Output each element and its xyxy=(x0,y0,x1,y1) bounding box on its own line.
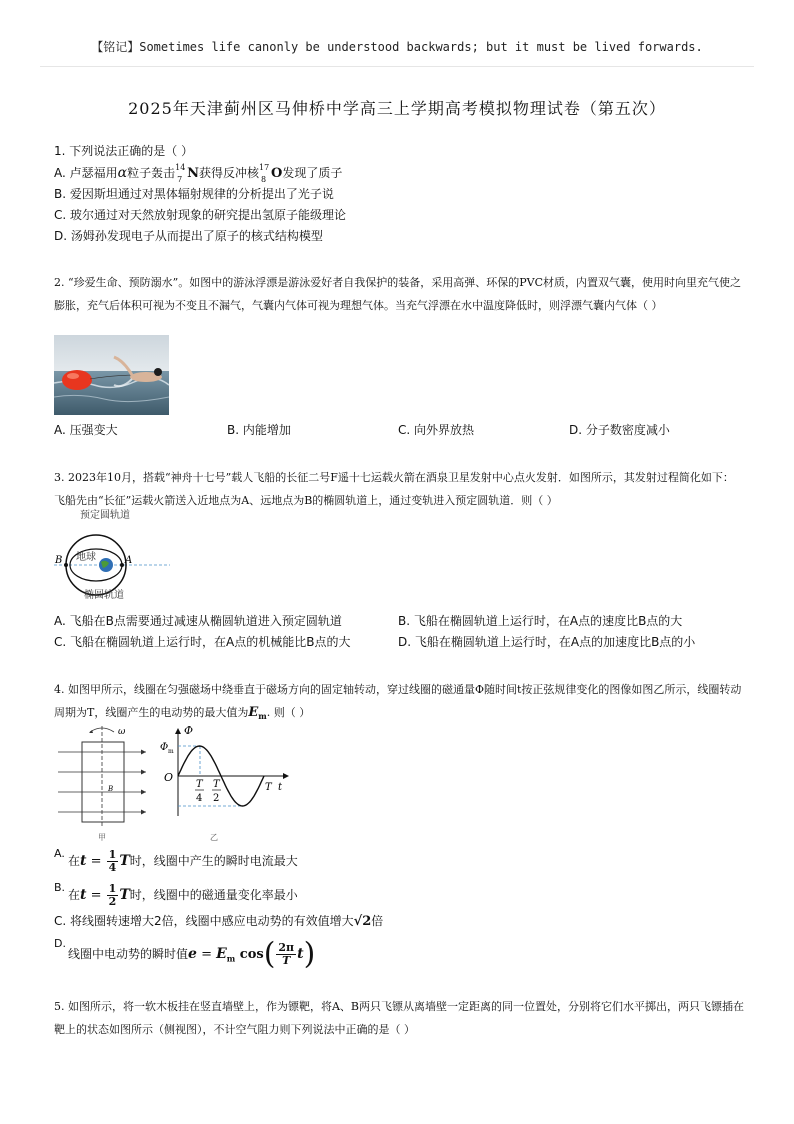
label-t4-den: 4 xyxy=(196,793,203,804)
q1-a-post: 发现了质子 xyxy=(282,166,343,180)
q4-stem-tail: . 则（ ） xyxy=(266,705,311,719)
q1-a-mid2: 获得反冲核 xyxy=(199,166,260,180)
q4-option-c xyxy=(54,913,383,930)
q1-a-n-symbol: N xyxy=(187,166,200,181)
q1-a-o-nuclide: 17 8 xyxy=(259,163,270,184)
q4-stem xyxy=(54,679,744,727)
label-field-b: B xyxy=(108,785,114,793)
label-omega: ω xyxy=(118,727,126,737)
q4-option-a: 在t = $\frac{1}{4}$ T时，线圈中产生的瞬时电流最大 xyxy=(68,848,298,874)
q2-option-d: D. 分子数密度减小 xyxy=(569,423,670,437)
q4-stem-em: E xyxy=(248,704,259,720)
q4-b-pre: 在 xyxy=(68,888,81,902)
q4-c-pre: C. 将线圈转速增大2倍，线圈中感应电动势的有效值增大 xyxy=(54,914,354,928)
q2-option-a: A. 压强变大 xyxy=(54,423,118,437)
q4-d-pre: 线圈中电动势的瞬时值 xyxy=(68,947,189,961)
motto-header: 【铭记】Sometimes life canonly be understood backwards; but it must be lived forwards. xyxy=(91,40,703,54)
q4-option-b: 在t = $\frac{1}{2}$ T时，线圈中的磁通量变化率最小 xyxy=(68,882,298,908)
q4-b-fraction: $\frac{1}{2}$ xyxy=(108,882,117,908)
q4-option-a-label: A. xyxy=(54,847,65,860)
q1-a-mid: 粒子轰击 xyxy=(127,166,176,180)
q4-d-fraction: $\frac{2\pi}{T}$ xyxy=(278,941,295,967)
q4-stem-text: 4. 如图甲所示，线圈在匀强磁场中绕垂直于磁场方向的固定轴转动，穿过线圈的磁通量Φ随时间t按正弦规律变化的图像如图乙所示，线圈转动周期为T，线圈产生的电动势的最大值为 xyxy=(54,683,742,719)
label-elliptical-orbit: 椭圆轨道 xyxy=(84,590,124,601)
label-earth: 地球 xyxy=(76,552,96,563)
q1-option-a xyxy=(54,165,342,182)
label-phim: Φ xyxy=(160,742,169,753)
label-yi: 乙 xyxy=(210,833,218,842)
q1-stem: 1. 下列说法正确的是（ ） xyxy=(54,144,194,158)
q4-a-post: 时，线圈中产生的瞬时电流最大 xyxy=(129,854,298,868)
q3-option-c: C. 飞船在椭圆轨道上运行时，在A点的机械能比B点的大 xyxy=(54,635,351,649)
orbit-figure xyxy=(54,505,174,605)
q4-b-t: t xyxy=(80,887,87,903)
q4-a-t: t xyxy=(80,853,87,869)
q3-option-a: A. 飞船在B点需要通过减速从椭圆轨道进入预定圆轨道 xyxy=(54,614,342,628)
label-origin: O xyxy=(164,771,174,784)
q4-option-d: 线圈中电动势的瞬时值$e = E_m$ cos( $\frac{2\pi}{T}$ t) xyxy=(68,936,316,972)
q1-option-c: C. 玻尔通过对天然放射现象的研究提出氢原子能级理论 xyxy=(54,208,347,222)
q1-option-d: D. 汤姆孙发现电子从而提出了原子的核式结构模型 xyxy=(54,229,323,243)
q1-a-n-nuclide: 14 7 xyxy=(175,163,186,184)
point-b xyxy=(64,563,68,567)
q4-c-sqrt: √2 xyxy=(353,914,372,929)
q3-option-d: D. 飞船在椭圆轨道上运行时，在A点的加速度比B点的小 xyxy=(398,635,696,649)
q2-option-b: B. 内能增加 xyxy=(227,423,291,437)
q1-a-alpha: α xyxy=(117,165,128,181)
q1-a-pre: A. 卢瑟福用 xyxy=(54,166,118,180)
label-a: A xyxy=(125,555,133,566)
page-title: 2025年天津蓟州区马伸桥中学高三上学期高考模拟物理试卷（第五次） xyxy=(128,99,666,118)
header-divider xyxy=(40,66,754,67)
q1-option-b: B. 爱因斯坦通过对黑体辐射规律的分析提出了光子说 xyxy=(54,187,334,201)
label-T: T xyxy=(265,782,272,793)
label-t2-den: 2 xyxy=(213,793,220,804)
coil-figure xyxy=(54,724,154,842)
q5-stem: 5. 如图所示，将一软木板挂在竖直墙壁上，作为镖靶，将A、B两只飞镖从离墙壁一定距离的同一位置处，分别将它们水平掷出，两只飞镖插在靶上的状态如图所示（侧视图），不计空气阻力则下列说法中正确的是（ ） xyxy=(54,1000,745,1036)
label-t: t xyxy=(278,782,283,793)
q4-c-post: 倍 xyxy=(371,914,384,928)
label-phim-sub: m xyxy=(168,748,174,755)
label-t2-num: T xyxy=(213,779,220,790)
q4-a-fraction: $\frac{1}{4}$ xyxy=(108,848,117,874)
label-circular-orbit: 预定圆轨道 xyxy=(80,510,130,521)
q1-a-o-symbol: O xyxy=(271,166,283,181)
label-t4-num: T xyxy=(196,779,203,790)
q3-stem: 3. 2023年10月，搭载“神舟十七号”载人飞船的长征二号F遥十七运载火箭在酒泉卫星发射中心点火发射．如图所示，其发射过程简化如下：飞船先由“长征”运载火箭送入近地点为A、远地点为B的椭圆轨道上，通过变轨进入预定圆轨道．则（ ） xyxy=(54,471,734,507)
q2-stem: 2. “珍爱生命、预防溺水”。如图中的游泳浮漂是游泳爱好者自我保护的装备，采用高弹、环保的PVC材质，内置双气囊，使用时向里充气使之膨胀，充气后体积可视为不变且不漏气，气囊内气体可视为理想气体。当充气浮漂在水中温度降低时，则浮漂气囊内气体（ ） xyxy=(54,276,741,312)
q4-stem-em-sub: m xyxy=(258,710,267,721)
label-jia: 甲 xyxy=(98,833,106,842)
q4-b-post: 时，线圈中的磁通量变化率最小 xyxy=(129,888,298,902)
q4-option-d-label: D. xyxy=(54,937,66,950)
label-b: B xyxy=(55,555,63,566)
q4-a-pre: 在 xyxy=(68,854,81,868)
flux-graph xyxy=(160,724,290,842)
label-phi: Φ xyxy=(184,724,194,737)
swimmer-float-photo xyxy=(54,335,169,415)
q2-option-c: C. 向外界放热 xyxy=(398,423,475,437)
point-a xyxy=(120,563,124,567)
q4-option-b-label: B. xyxy=(54,881,66,894)
coil-rectangle xyxy=(82,742,124,822)
q3-option-b: B. 飞船在椭圆轨道上运行时，在A点的速度比B点的大 xyxy=(398,614,683,628)
